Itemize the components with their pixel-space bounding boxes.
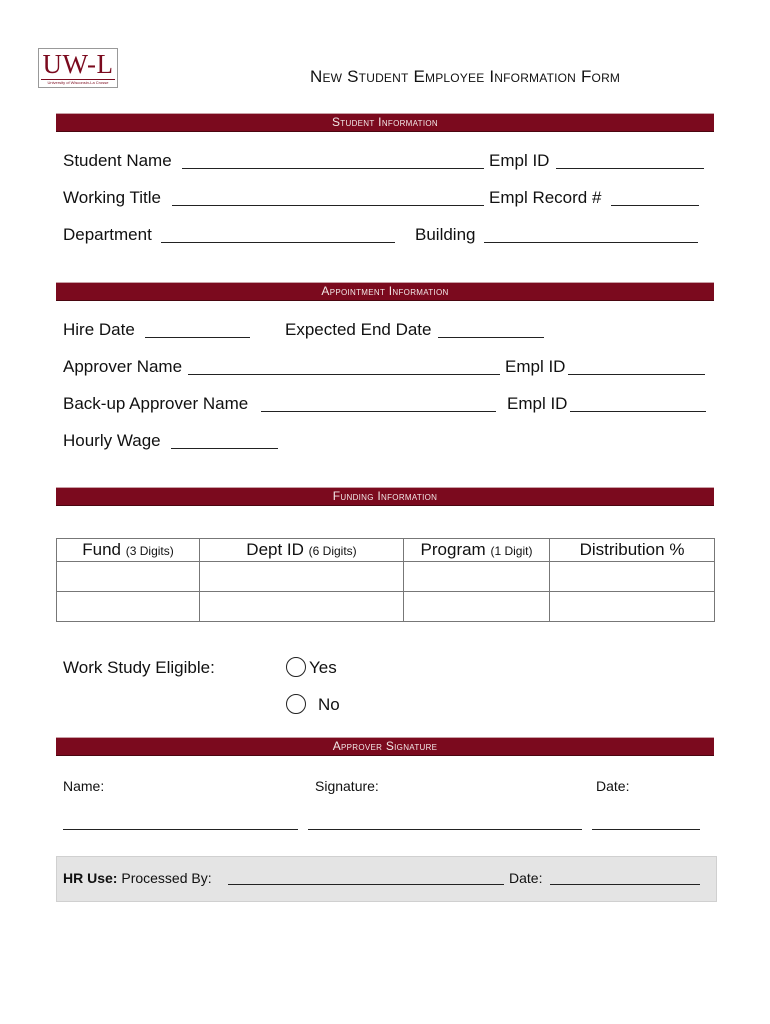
- signature-date-label: Date:: [596, 778, 630, 794]
- dept-id-cell[interactable]: [200, 592, 404, 622]
- signature-field[interactable]: [308, 829, 582, 830]
- approver-name-label: Approver Name: [63, 357, 183, 376]
- funding-information-bar: [56, 487, 714, 506]
- fund-column-note: (3 Digits): [125, 543, 174, 558]
- empl-id-label: Empl ID: [489, 151, 550, 170]
- program-cell[interactable]: [404, 562, 550, 592]
- uwl-logo: [38, 48, 118, 88]
- department-field[interactable]: [161, 242, 395, 243]
- approver-signature-bar: [56, 737, 714, 756]
- processed-by-label: Processed By:: [121, 870, 212, 886]
- signature-date-field[interactable]: [592, 829, 700, 830]
- program-column-label: Program: [420, 539, 486, 559]
- fund-column-label: Fund: [82, 539, 121, 559]
- approver-signature-heading: Approver Signature: [332, 739, 438, 753]
- funding-table: [56, 538, 715, 622]
- student-information-bar: [56, 113, 714, 132]
- hr-date-field[interactable]: [550, 884, 700, 885]
- approver-name-sig-label: Name:: [63, 778, 105, 794]
- work-study-no-label: No: [318, 695, 340, 714]
- appointment-information-heading: Appointment Information: [321, 284, 449, 298]
- backup-empl-id-field[interactable]: [570, 411, 706, 412]
- expected-end-date-field[interactable]: [438, 337, 544, 338]
- approver-name-sig-field[interactable]: [63, 829, 298, 830]
- empl-record-label: Empl Record #: [489, 188, 602, 207]
- working-title-label: Working Title: [63, 188, 161, 207]
- hourly-wage-field[interactable]: [171, 448, 278, 449]
- working-title-field[interactable]: [172, 205, 484, 206]
- approver-empl-id-field[interactable]: [568, 374, 705, 375]
- backup-approver-name-label: Back-up Approver Name: [63, 394, 249, 413]
- hr-use-label: HR Use:: [63, 870, 118, 886]
- work-study-yes-radio[interactable]: [286, 657, 306, 677]
- program-cell[interactable]: [404, 592, 550, 622]
- logo-subtext: University of Wisconsin-La Crosse: [41, 79, 115, 85]
- hourly-wage-label: Hourly Wage: [63, 431, 161, 450]
- hr-date-label: Date:: [509, 870, 543, 886]
- work-study-label: Work Study Eligible:: [63, 658, 215, 677]
- building-field[interactable]: [484, 242, 698, 243]
- fund-cell[interactable]: [57, 592, 200, 622]
- hr-use-text: [63, 870, 212, 886]
- student-name-field[interactable]: [182, 168, 484, 169]
- program-column-header: [404, 539, 550, 562]
- funding-information-heading: Funding Information: [332, 489, 438, 503]
- empl-id-field[interactable]: [556, 168, 704, 169]
- approver-name-field[interactable]: [188, 374, 500, 375]
- expected-end-date-label: Expected End Date: [285, 320, 432, 339]
- fund-column-header: [57, 539, 200, 562]
- student-name-label: Student Name: [63, 151, 172, 170]
- dept-id-cell[interactable]: [200, 562, 404, 592]
- fund-cell[interactable]: [57, 562, 200, 592]
- table-row: [57, 592, 715, 622]
- backup-approver-name-field[interactable]: [261, 411, 496, 412]
- backup-empl-id-label: Empl ID: [507, 394, 568, 413]
- hire-date-label: Hire Date: [63, 320, 135, 339]
- work-study-no-radio[interactable]: [286, 694, 306, 714]
- program-column-note: (1 Digit): [490, 543, 533, 558]
- page-title: New Student Employee Information Form: [310, 67, 621, 86]
- distribution-cell[interactable]: [550, 562, 715, 592]
- processed-by-field[interactable]: [228, 884, 504, 885]
- signature-label: Signature:: [315, 778, 379, 794]
- work-study-yes-label: Yes: [309, 658, 337, 677]
- hire-date-field[interactable]: [145, 337, 250, 338]
- distribution-column-header: [550, 539, 715, 562]
- empl-record-field[interactable]: [611, 205, 699, 206]
- distribution-column-label: Distribution %: [579, 540, 685, 559]
- dept-id-column-header: [200, 539, 404, 562]
- dept-id-column-note: (6 Digits): [308, 543, 357, 558]
- table-row: [57, 562, 715, 592]
- approver-empl-id-label: Empl ID: [505, 357, 566, 376]
- funding-table-header: [57, 539, 715, 562]
- department-label: Department: [63, 225, 152, 244]
- distribution-cell[interactable]: [550, 592, 715, 622]
- building-label: Building: [415, 225, 476, 244]
- dept-id-column-label: Dept ID: [246, 539, 304, 559]
- logo-text: UW-L: [42, 49, 114, 79]
- student-information-heading: Student Information: [332, 115, 438, 129]
- appointment-information-bar: [56, 282, 714, 301]
